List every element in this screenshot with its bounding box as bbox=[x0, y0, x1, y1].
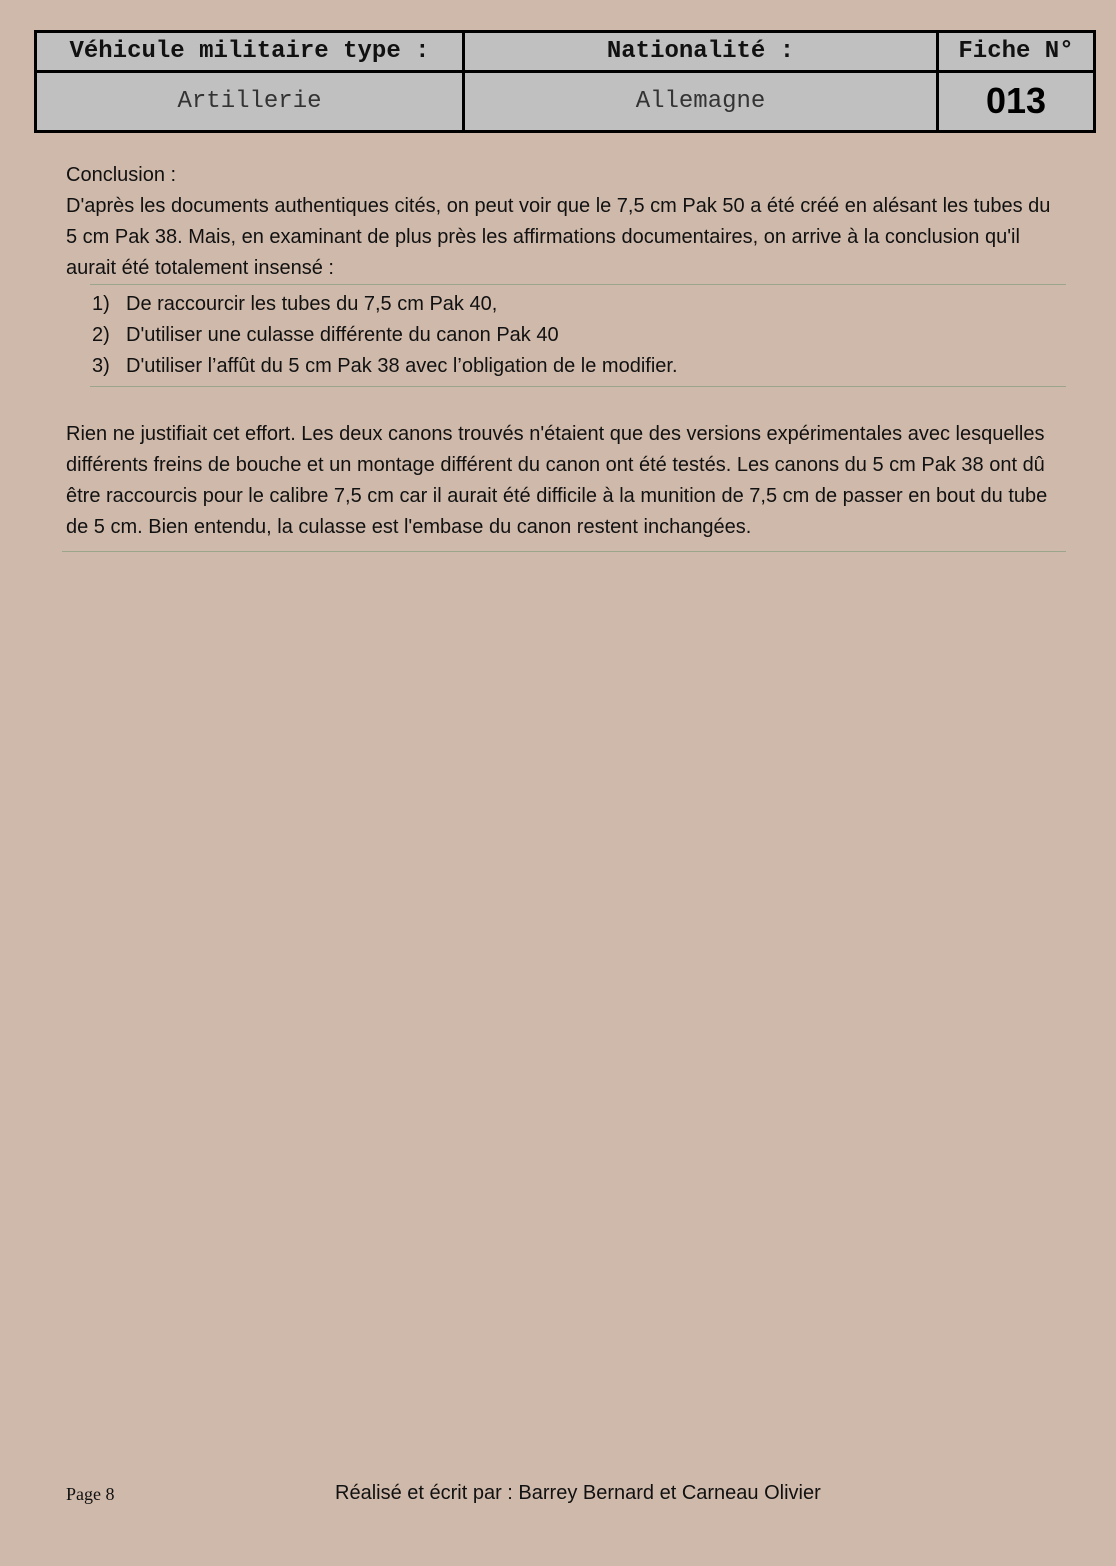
conclusion-paragraph-2: Rien ne justifiait cet effort. Les deux canons trouvés n'étaient que des versions expérimentales avec lesquelles différents freins de bouche et un montage différent du canon ont été testés. Les canons du 5 cm Pak 38 ont dû être raccourcis pour le calibre 7,5 cm car il aurait été difficile à la munition de 7,5 cm de passer en bout du tube de 5 cm. Bien entendu, la culasse est l'embase du canon restent inchangées. bbox=[66, 423, 1048, 538]
divider bbox=[90, 386, 1066, 387]
list-item bbox=[92, 320, 1066, 351]
conclusion-paragraph-1: D'après les documents authentiques cités, on peut voir que le 7,5 cm Pak 50 a été créé en alésant les tubes du 5 cm Pak 38. Mais, en examinant de plus près les affirmations documentaires, on arrive à la conclusion qu'il aurait été totalement insensé : bbox=[66, 195, 1051, 279]
list-text: De raccourcir les tubes du 7,5 cm Pak 40, bbox=[126, 293, 498, 315]
list-item bbox=[92, 351, 1066, 382]
fiche-label: Fiche N° bbox=[938, 32, 1095, 72]
list-number: 1) bbox=[92, 293, 110, 315]
vehicle-type-label: Véhicule militaire type : bbox=[36, 32, 464, 72]
fiche-number: 013 bbox=[938, 71, 1095, 131]
header-table bbox=[34, 30, 1096, 133]
header-values-row bbox=[36, 71, 1095, 131]
conclusion-section bbox=[66, 160, 1066, 552]
nationality-value: Allemagne bbox=[464, 71, 938, 131]
list-number: 2) bbox=[92, 324, 110, 346]
nationality-label: Nationalité : bbox=[464, 32, 938, 72]
page-number: Page 8 bbox=[66, 1484, 115, 1504]
list-item bbox=[92, 289, 1066, 320]
list-number: 3) bbox=[92, 355, 110, 377]
list-text: D'utiliser une culasse différente du canon Pak 40 bbox=[126, 324, 559, 346]
conclusion-heading: Conclusion : bbox=[66, 164, 177, 186]
vehicle-type-value: Artillerie bbox=[36, 71, 464, 131]
list-text: D'utiliser l’affût du 5 cm Pak 38 avec l’obligation de le modifier. bbox=[126, 355, 678, 377]
footer-author: Réalisé et écrit par : Barrey Bernard et Carneau Olivier bbox=[335, 1482, 821, 1504]
conclusion-list bbox=[66, 285, 1066, 386]
divider bbox=[62, 551, 1066, 552]
header-labels-row bbox=[36, 32, 1095, 72]
